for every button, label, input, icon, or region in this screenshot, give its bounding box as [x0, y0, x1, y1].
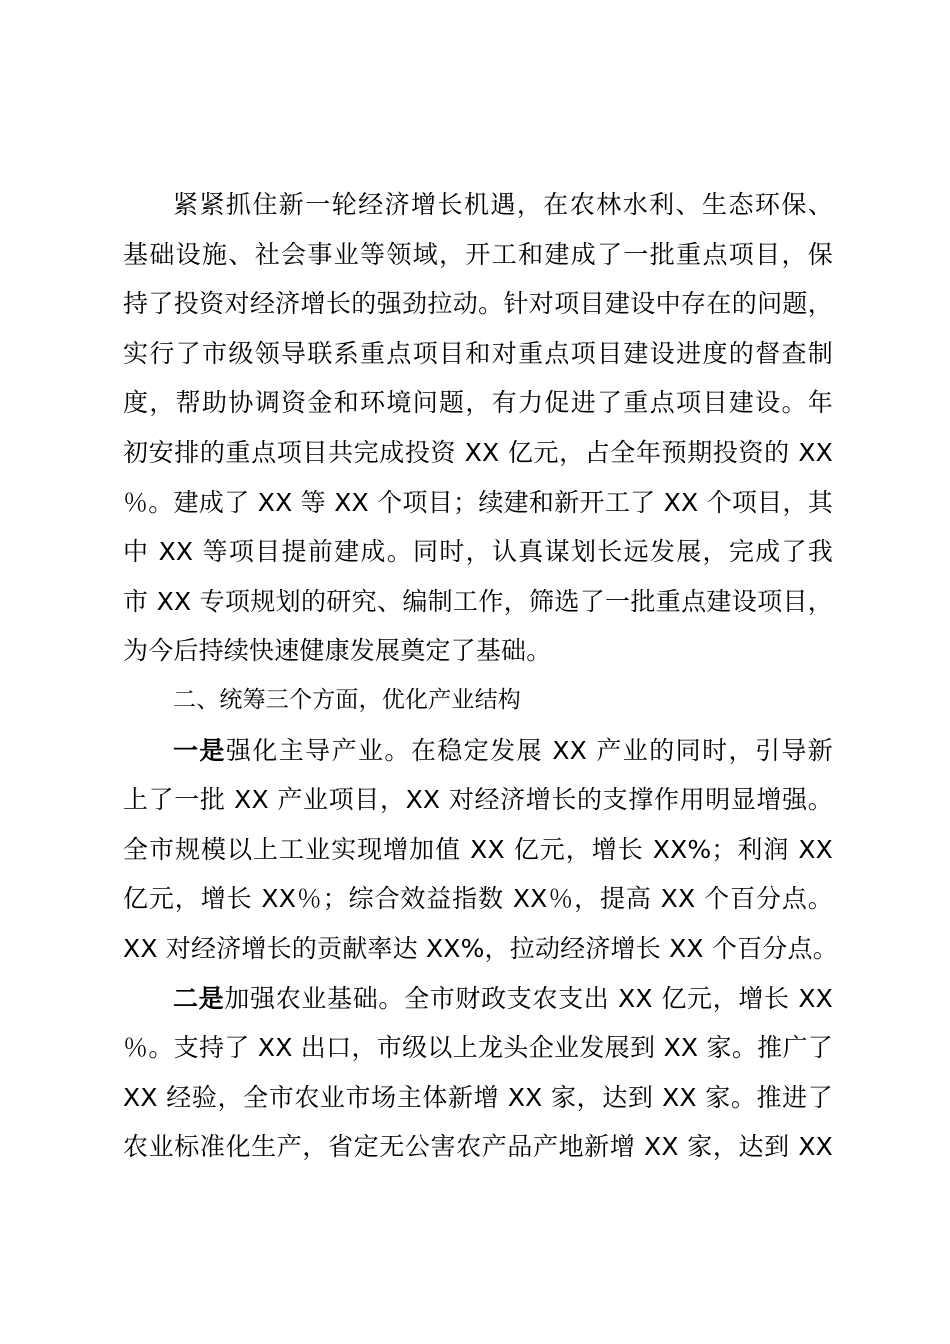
text-line: 持了投资对经济增长的强劲拉动。针对项目建设中存在的问题，	[123, 289, 833, 319]
text-line: XX 对经济增长的贡献率达 XX%，拉动经济增长 XX 个百分点。	[123, 933, 838, 963]
text-line: ％。建成了 XX 等 XX 个项目；续建和新开工了 XX 个项目，其	[123, 487, 833, 517]
lead-phrase: 一是	[173, 735, 226, 765]
paragraph-investment	[123, 180, 833, 676]
lead-phrase: 二是	[173, 983, 225, 1013]
text-line: 紧紧抓住新一轮经济增长机遇，在农林水利、生态环保、	[173, 190, 833, 219]
text-line: 全市规模以上工业实现增加值 XX 亿元，增长 XX%；利润 XX	[123, 834, 833, 864]
text-line: 市 XX 专项规划的研究、编制工作，筛选了一批重点建设项目，	[123, 586, 833, 616]
text-span: 加强农业基础。全市财政支农支出 XX 亿元，增长 XX	[224, 983, 834, 1013]
document-page	[123, 180, 838, 1172]
paragraph-industry	[123, 726, 838, 974]
text-line: 度，帮助协调资金和环境问题，有力促进了重点项目建设。年	[123, 388, 833, 418]
text-line: 上了一批 XX 产业项目，XX 对经济增长的支撑作用明显增强。	[123, 785, 833, 815]
section-heading: 二、统筹三个方面，优化产业结构	[173, 686, 521, 713]
text-line: 农业标准化生产，省定无公害农产品产地新增 XX 家，达到 XX	[123, 1132, 833, 1162]
text-line: 为今后持续快速健康发展奠定了基础。	[123, 636, 552, 666]
text-line: 中 XX 等项目提前建成。同时，认真谋划长远发展，完成了我	[123, 537, 833, 567]
text-line: ％。支持了 XX 出口，市级以上龙头企业发展到 XX 家。推广了	[123, 1033, 833, 1063]
text-line: 亿元，增长 XX％；综合效益指数 XX％，提高 XX 个百分点。	[123, 884, 833, 914]
text-span: 强化主导产业。在稳定发展 XX 产业的同时，引导新	[225, 735, 833, 765]
text-line: 初安排的重点项目共完成投资 XX 亿元，占全年预期投资的 XX	[123, 437, 833, 467]
text-line	[123, 726, 833, 776]
text-line: XX 经验，全市农业市场主体新增 XX 家，达到 XX 家。推进了	[123, 1082, 833, 1112]
text-line: 实行了市级领导联系重点项目和对重点项目建设进度的督查制	[123, 338, 833, 368]
text-line	[123, 974, 833, 1024]
text-line: 基础设施、社会事业等领域，开工和建成了一批重点项目，保	[123, 239, 833, 269]
paragraph-agriculture	[123, 974, 833, 1172]
